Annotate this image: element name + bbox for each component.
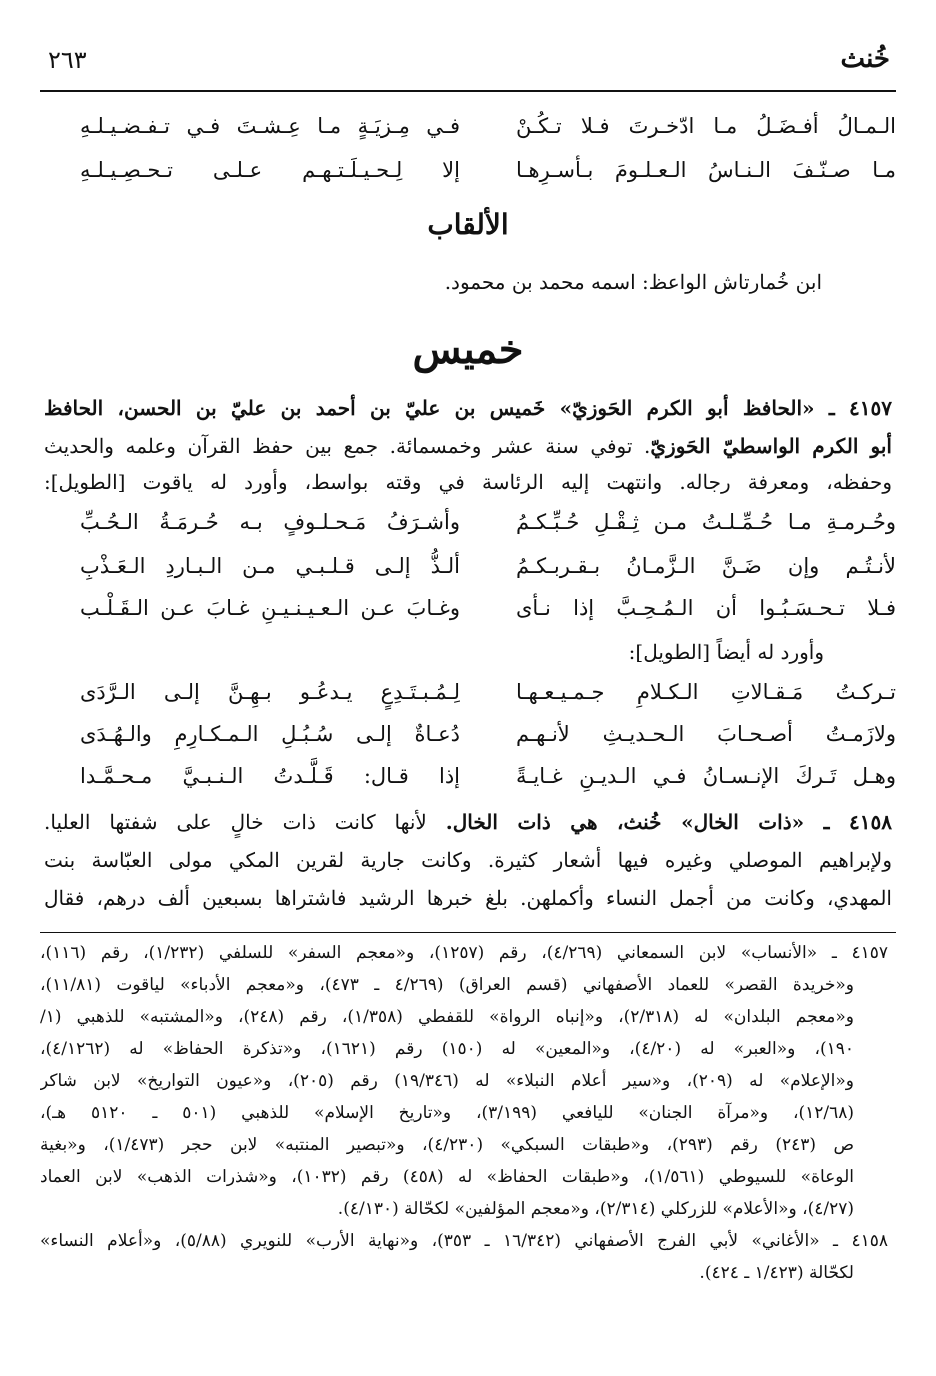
- verse-first-hemistich: مـا صـنّـفَ الـنـاسُ الـعـلـومَ بـأسـرِهـا: [516, 158, 896, 182]
- footnote-line: و«خريدة القصر» للعماد الأصفهاني (قسم العراق) (٤/٢٦٩ ـ ٤٧٣)، و«معجم الأدباء» لياقوت (١١/٨١)،: [40, 975, 854, 995]
- section-title-alqab: الألقاب: [427, 208, 509, 241]
- poem-verse: [80, 546, 896, 586]
- page-header: [40, 38, 896, 82]
- footnote-line: ١٩٠)، و«العبر» له (٤/٢٠)، و«المعين» له (١٥٠) رقم (١٦٢١)، و«تذكرة الحفاظ» له (٤/١٢٦٢)،: [40, 1039, 854, 1059]
- running-head: خُنث: [840, 44, 890, 74]
- entry-4157-line: [44, 426, 892, 466]
- footnote-line: الوعاة» للسيوطي (١/٥٦١)، و«طبقات الحفاظ» له (٤٥٨) رقم (١٠٣٢)، و«شذرات الذهب» لابن العماد: [40, 1167, 854, 1187]
- footnote-line: و«معجم البلدان» له (٢/٣١٨)، و«إنباه الرواة» للقفطي (١/٣٥٨)، رقم (٢٤٨)، و«المشتبه» للذهبي (١/: [40, 1007, 854, 1027]
- poem-verse: [80, 588, 896, 628]
- entry-title: خميس: [412, 326, 524, 373]
- footnote-line: لكحّالة (١/٤٢٣ ـ ٤٢٤).: [699, 1263, 854, 1283]
- verse-first-hemistich: لأنـتُـم وإن ضَـنَّ الـزَّمـانُ بـقـربـكـمُ: [516, 554, 896, 578]
- verse-second-hemistich: إذا قـال: قَـلَّـدتُ الـنـبـيَّ مـحـمَّـدا: [80, 764, 460, 788]
- verse-second-hemistich: فـي مِـزيَـةٍ مـا عِـشـتَ فـي تـفـضـيـلـهِ: [80, 114, 460, 138]
- footnote-line: (١٢/٦٨)، و«مرآة الجنان» لليافعي (٣/١٩٩)، و«تاريخ الإسلام» للذهبي (٥٠١ ـ ٥١٢٠ هـ)،: [40, 1103, 854, 1123]
- entry-4157-line: وحفظه، ومعرفة رجاله. وانتهت إليه الرئاسة في وقته بواسط، وأورد له ياقوت [الطويل]:: [44, 470, 892, 494]
- verse-first-hemistich: فـلا تـحـسَـبُـوا أن الـمُـحِـبَّ إذا نـأى: [516, 596, 896, 620]
- verse-second-hemistich: ألـذُّ إلـى قـلـبـي مـن الـبـاردِ الـعَـذْبِ: [80, 554, 460, 578]
- footnote-line: (٤/٢٧)، و«الأعلام» للزركلي (٢/٣١٤)، و«معجم المؤلفين» لكحّالة (٤/١٣٠).: [337, 1199, 854, 1219]
- header-rule: [40, 90, 896, 92]
- entry-4158-text: لأنها كانت ذات خالٍ على شفتها العليا.: [44, 810, 427, 834]
- page-number: ٢٦٣: [48, 46, 87, 74]
- alqab-text: ابن خُمارتاش الواعظ: اسمه محمد بن محمود.: [444, 270, 822, 294]
- footnote-rule: [40, 932, 896, 933]
- verse-first-hemistich: الـمـالُ أفـضَـلُ مـا ادّخـرتَ فـلا تـكُـنْ: [516, 114, 896, 138]
- entry-4158-line: ولإبراهيم الموصلي وغيره فيها أشعار كثيرة. وكانت جارية لقرين المكي مولى العبّاسة بنت: [44, 848, 892, 872]
- verse-second-hemistich: دُعـاةٌ إلـى سُـبُـلِ الـمـكـارِمِ والـهُـدَى: [80, 722, 460, 746]
- poem-verse: [80, 756, 896, 796]
- verse-second-hemistich: وغـابَ عـن الـعـيـنـيـنِ غـابَ عـن الـقَـلْـب: [80, 596, 460, 620]
- footnote-line: ٤١٥٧ ـ «الأنساب» لابن السمعاني (٤/٢٦٩)، رقم (١٢٥٧)، و«معجم السفر» للسلفي (١/٢٣٢)، رقم (١١٦)،: [40, 943, 888, 963]
- poem-verse: [80, 672, 896, 712]
- entry-4157-text: . توفي سنة عشر وخمسمائة. جمع بين حفظ القرآن وعلمه والحديث: [44, 434, 651, 458]
- verse-first-hemistich: وحُـرمـةِ مـا حُـمِّـلـتُ مـن ثِـقْـلِ حُـبِّـكـمُ: [516, 510, 896, 534]
- poem-verse: [80, 502, 896, 542]
- footnote-line: و«الإعلام» له (٢٠٩)، و«سير أعلام النبلاء» له (١٩/٣٤٦) رقم (٢٠٥)، و«عيون التواريخ» لابن شاكر: [40, 1071, 854, 1091]
- entry-4157-name: أبو الكرم الواسطيّ الحَوزيّ: [650, 434, 892, 458]
- verse-first-hemistich: وهـل تَـركَ الإنـسـانُ فـي الـديـنِ غـايـةً: [516, 764, 896, 788]
- poem-verse: [80, 714, 896, 754]
- entry-4157-line: ٤١٥٧ ـ «الحافظ أبو الكرم الحَوزيّ» خَميس بن عليّ بن أحمد بن عليّ بن الحسن، الحافظ: [44, 396, 892, 420]
- verse-first-hemistich: تـركـتُ مَـقـالاتِ الـكـلامِ جـمـيـعـهـا: [516, 680, 896, 704]
- verse-second-hemistich: وأشـرَفُ مَـحـلـوفٍ بـه حُـرمَـةُ الـحُـبِّ: [80, 510, 460, 534]
- entry-4158-lead: ٤١٥٨ ـ «ذات الخال» خُنث، هي ذات الخال.: [445, 810, 892, 834]
- entry-4158-line: المهدي، وكانت من أجمل النساء وأكملهن. بلغ خبرها الرشيد فاشتراها بسبعين ألف درهم، فقال: [44, 886, 892, 910]
- footnote-line: ٤١٥٨ ـ «الأغاني» لأبي الفرج الأصفهاني (١٦/٣٤٢ ـ ٣٥٣)، و«نهاية الأرب» للنويري (٥/٨٨)، و«أعلام النساء»: [40, 1231, 888, 1251]
- verse-first-hemistich: ولازَمـتُ أصـحـابَ الـحـديـثِ لأنـهـم: [516, 722, 896, 746]
- also-line: وأورد له أيضاً [الطويل]:: [628, 640, 824, 664]
- poem-verse: [80, 106, 896, 146]
- footnote-line: ص (٢٤٣) رقم (٢٩٣)، و«طبقات السبكي» (٤/٢٣٠)، و«تبصير المنتبه» لابن حجر (١/٤٧٣)، و«بغية: [40, 1135, 854, 1155]
- entry-4158-line: [44, 802, 892, 842]
- poem-verse: [80, 150, 896, 190]
- verse-second-hemistich: لِـمُـبـتَـدِعٍ يـدعُـو بـهِـنَّ إلـى الـرَّدَى: [80, 680, 460, 704]
- verse-second-hemistich: إلا لِـحـيـلَـتـهـم عـلـى تـحـصِـيـلـهِ: [80, 158, 460, 182]
